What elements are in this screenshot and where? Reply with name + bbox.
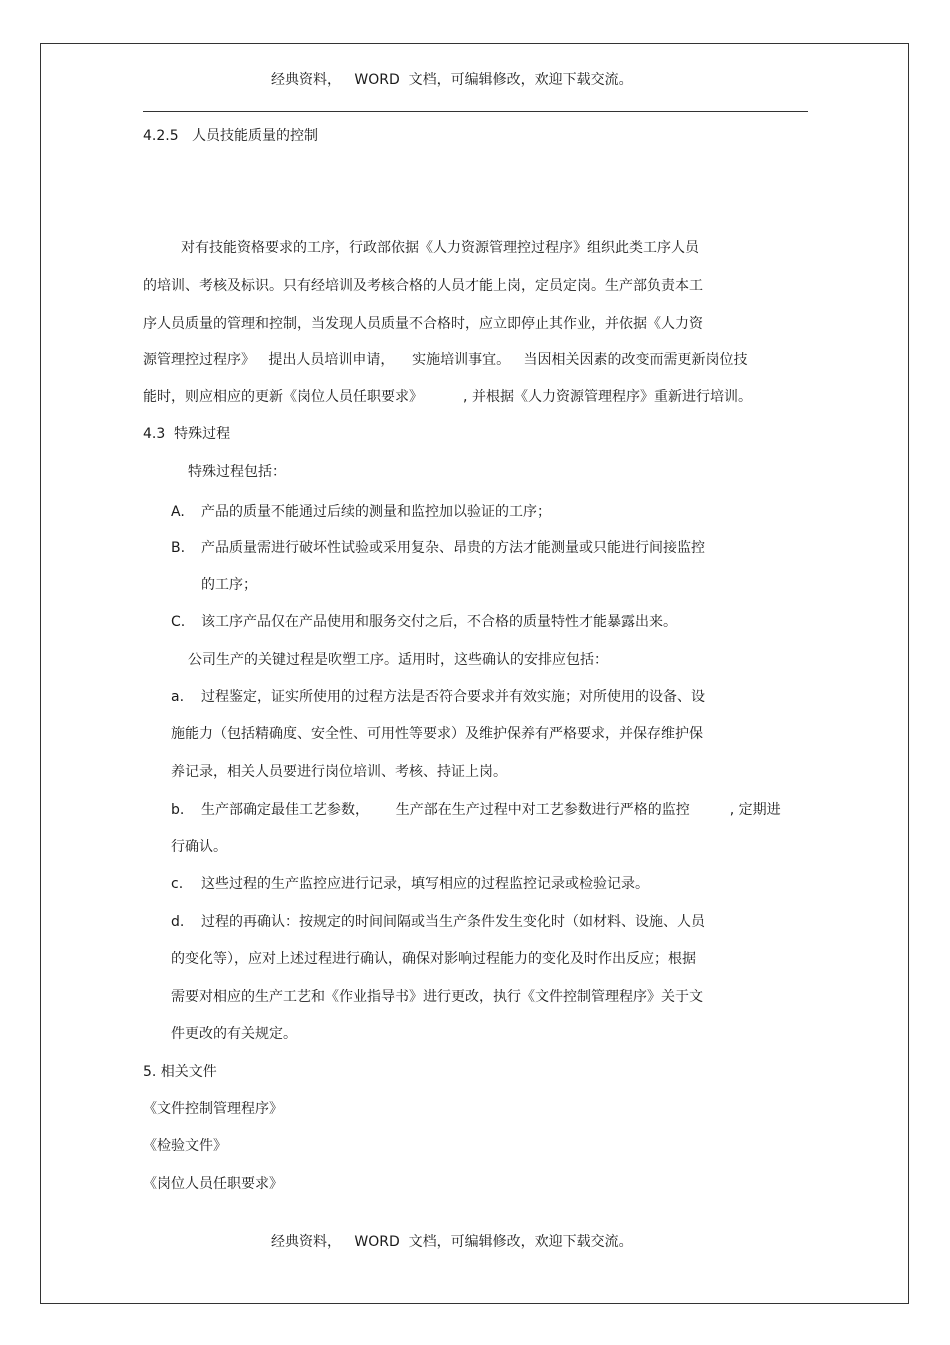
related-doc: 《岗位人员任职要求》 xyxy=(143,1176,283,1192)
list-item-text: 该工序产品仅在产品使用和服务交付之后，不合格的质量特性才能暴露出来。 xyxy=(201,614,677,630)
paragraph-line: 源管理控过程序》 提出人员培训申请， 实施培训事宜。 当因相关因素的改变而需更新岗位技 xyxy=(143,352,748,368)
special-process-intro: 特殊过程包括： xyxy=(188,464,286,480)
heading-4-3: 4.3 特殊过程 xyxy=(143,426,231,442)
list-item-text: 生产部确定最佳工艺参数， 生产部在生产过程中对工艺参数进行严格的监控 , 定期进 xyxy=(201,802,781,818)
list-item-text: 的变化等），应对上述过程进行确认，确保对影响过程能力的变化及时作出反应；根据 xyxy=(171,951,696,967)
list-item-text: 过程的再确认：按规定的时间间隔或当生产条件发生变化时（如材料、设施、人员 xyxy=(201,914,705,930)
list-marker: A. xyxy=(171,504,185,520)
heading-5: 5. 相关文件 xyxy=(143,1064,217,1080)
list-item-text: 养记录，相关人员要进行岗位培训、考核、持证上岗。 xyxy=(171,764,507,780)
paragraph-line: 能时，则应相应的更新《岗位人员任职要求》 , 并根据《人力资源管理程序》重新进行培训。 xyxy=(143,389,752,405)
list-marker: b. xyxy=(171,802,185,818)
list-marker: C. xyxy=(171,614,186,630)
related-doc: 《文件控制管理程序》 xyxy=(143,1101,283,1117)
key-process-text: 公司生产的关键过程是吹塑工序。适用时，这些确认的安排应包括： xyxy=(188,652,608,668)
list-item-text: 过程鉴定，证实所使用的过程方法是否符合要求并有效实施；对所使用的设备、设 xyxy=(201,689,705,705)
related-doc: 《检验文件》 xyxy=(143,1138,227,1154)
list-item-text: 的工序； xyxy=(201,577,257,593)
list-item-text: 产品的质量不能通过后续的测量和监控加以验证的工序； xyxy=(201,504,551,520)
list-item-text: 这些过程的生产监控应进行记录，填写相应的过程监控记录或检验记录。 xyxy=(201,876,649,892)
list-marker: B. xyxy=(171,540,186,556)
heading-4-2-5: 4.2.5 人员技能质量的控制 xyxy=(143,128,318,144)
page-header: 经典资料， WORD 文档，可编辑修改，欢迎下载交流。 xyxy=(271,72,633,88)
list-item-text: 施能力（包括精确度、安全性、可用性等要求）及维护保养有严格要求，并保存维护保 xyxy=(171,726,703,742)
list-item-text: 产品质量需进行破坏性试验或采用复杂、昂贵的方法才能测量或只能进行间接监控 xyxy=(201,540,705,556)
list-marker: c. xyxy=(171,876,184,892)
paragraph-line: 的培训、考核及标识。只有经培训及考核合格的人员才能上岗，定员定岗。生产部负责本工 xyxy=(143,278,703,294)
list-item-text: 需要对相应的生产工艺和《作业指导书》进行更改，执行《文件控制管理程序》关于文 xyxy=(171,989,703,1005)
paragraph-line: 对有技能资格要求的工序，行政部依据《人力资源管理控过程序》组织此类工序人员 xyxy=(181,240,699,256)
list-marker: a. xyxy=(171,689,185,705)
list-item-text: 行确认。 xyxy=(171,839,227,855)
page-footer: 经典资料， WORD 文档，可编辑修改，欢迎下载交流。 xyxy=(271,1234,633,1250)
paragraph-line: 序人员质量的管理和控制，当发现人员质量不合格时，应立即停止其作业，并依据《人力资 xyxy=(143,316,703,332)
list-item-text: 件更改的有关规定。 xyxy=(171,1026,297,1042)
list-marker: d. xyxy=(171,914,185,930)
header-divider xyxy=(143,111,808,112)
